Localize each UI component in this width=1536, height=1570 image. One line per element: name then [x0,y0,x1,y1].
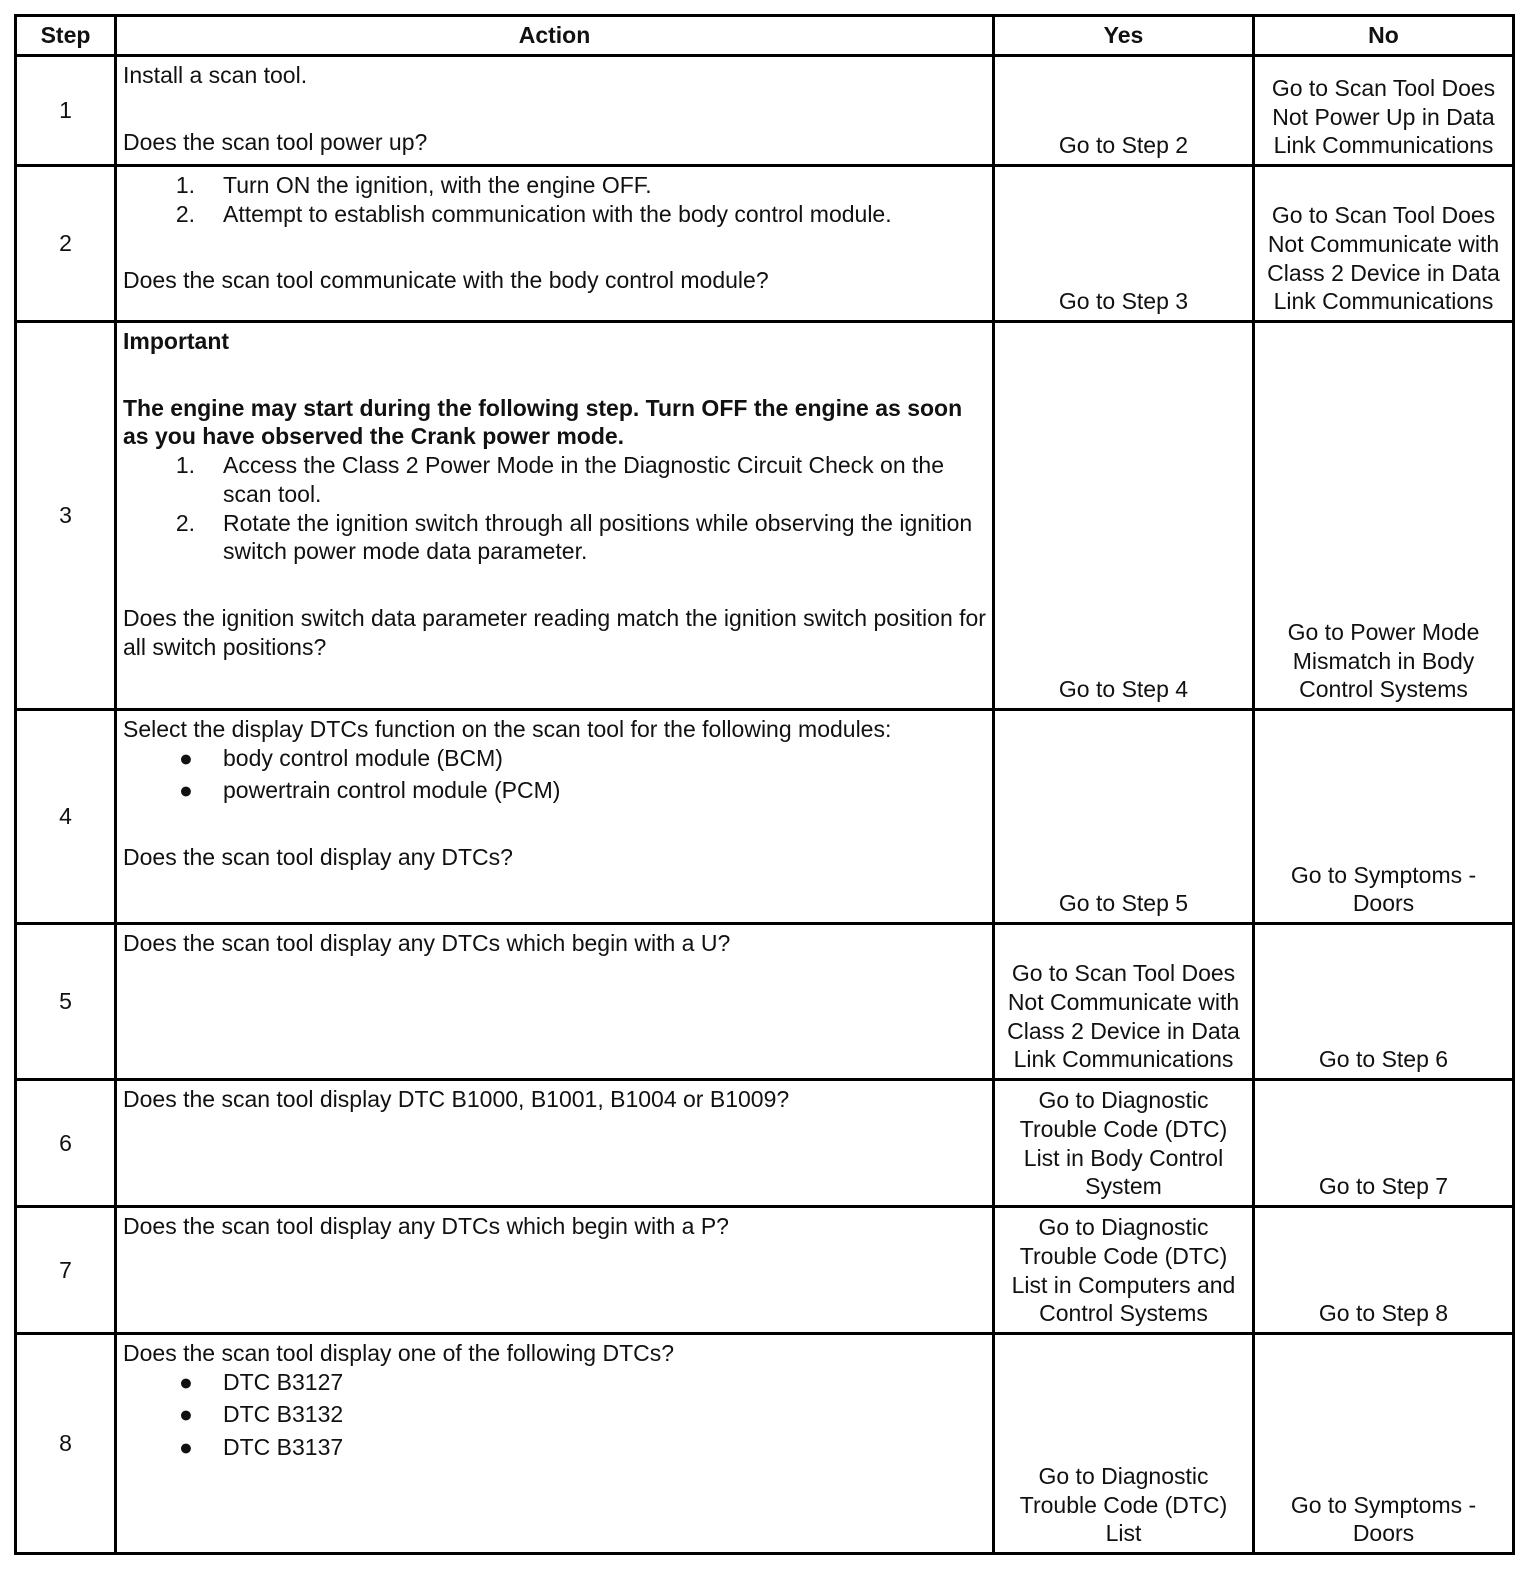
action-question: Does the scan tool power up? [123,128,428,155]
list-number: 2. [175,509,195,536]
table-row [16,56,1514,166]
action-cell [116,322,994,710]
action-cell [116,710,994,924]
step-number: 5 [16,924,116,1080]
yes-cell: Go to Step 2 [994,56,1254,166]
list-text: body control module (BCM) [223,744,503,771]
table-row [16,322,1514,710]
header-step: Step [16,16,116,56]
list-text: powertrain control module (PCM) [223,777,561,804]
bullet-icon: ● [179,744,193,771]
table-row [16,1207,1514,1334]
step-number: 7 [16,1207,116,1334]
action-question: Does the scan tool display any DTCs? [123,844,513,871]
no-cell: Go to Power Mode Mismatch in Body Control Systems [1254,322,1514,710]
no-cell: Go to Step 8 [1254,1207,1514,1334]
list-item [123,1368,986,1397]
table-row [16,710,1514,924]
list-text: DTC B3132 [223,1401,344,1428]
action-intro: Select the display DTCs function on the scan tool for the following modules: [123,716,892,742]
important-label: Important [123,328,230,354]
bullet-icon: ● [179,1368,193,1395]
bullet-icon: ● [179,1401,193,1428]
list-item [123,776,986,805]
yes-cell: Go to Diagnostic Trouble Code (DTC) List in Computers and Control Systems [994,1207,1254,1334]
list-item [123,200,986,229]
action-question: Does the scan tool communicate with the body control module? [123,267,769,294]
action-cell [116,1334,994,1554]
list-text: DTC B3127 [223,1368,344,1395]
no-cell: Go to Step 6 [1254,924,1514,1080]
header-row [16,16,1514,56]
action-cell [116,924,994,1080]
header-action: Action [116,16,994,56]
action-question: Does the scan tool display any DTCs which begin with a U? [123,930,731,956]
action-question: Does the ignition switch data parameter reading match the ignition switch position for all switch positions? [123,604,986,660]
list-number: 2. [175,200,195,227]
important-text: The engine may start during the following step. Turn OFF the engine as soon as you have observed the Crank power mode. [123,394,963,450]
yes-cell: Go to Diagnostic Trouble Code (DTC) List in Body Control System [994,1080,1254,1207]
yes-cell: Go to Step 5 [994,710,1254,924]
list-item [123,451,986,508]
bullet-list [123,744,986,805]
bullet-icon: ● [179,777,193,804]
action-cell [116,166,994,322]
list-number: 1. [175,452,195,479]
header-yes: Yes [994,16,1254,56]
bullet-icon: ● [179,1434,193,1461]
table-row [16,1334,1514,1554]
list-text: Turn ON the ignition, with the engine OFF. [223,172,652,198]
step-number: 3 [16,322,116,710]
list-text: Rotate the ignition switch through all positions while observing the ignition switch power mode data parameter. [223,509,973,565]
step-number: 4 [16,710,116,924]
list-number: 1. [175,172,195,198]
no-cell: Go to Step 7 [1254,1080,1514,1207]
action-cell [116,1207,994,1334]
action-question: Does the scan tool display one of the following DTCs? [123,1340,675,1366]
action-cell [116,56,994,166]
step-number: 6 [16,1080,116,1207]
step-number: 2 [16,166,116,322]
list-item [123,509,986,566]
no-cell: Go to Scan Tool Does Not Communicate with Class 2 Device in Data Link Communications [1254,166,1514,322]
action-question: Does the scan tool display any DTCs which begin with a P? [123,1213,729,1239]
table-row [16,924,1514,1080]
yes-cell: Go to Scan Tool Does Not Communicate with Class 2 Device in Data Link Communications [994,924,1254,1080]
diagnostic-table [14,14,1515,1555]
yes-cell: Go to Diagnostic Trouble Code (DTC) List [994,1334,1254,1554]
table-row [16,166,1514,322]
list-text: Access the Class 2 Power Mode in the Diagnostic Circuit Check on the scan tool. [223,452,944,507]
yes-cell: Go to Step 3 [994,166,1254,322]
numbered-steps [123,451,986,566]
step-number: 8 [16,1334,116,1554]
bullet-list [123,1368,986,1462]
yes-cell: Go to Step 4 [994,322,1254,710]
list-item [123,744,986,773]
numbered-steps [123,171,986,228]
list-text: DTC B3137 [223,1434,344,1461]
table-row [16,1080,1514,1207]
no-cell: Go to Symptoms - Doors [1254,1334,1514,1554]
list-item [123,1400,986,1429]
no-cell: Go to Symptoms - Doors [1254,710,1514,924]
step-number: 1 [16,56,116,166]
list-item [123,1433,986,1462]
action-intro: Install a scan tool. [123,62,308,88]
list-text: Attempt to establish communication with the body control module. [223,200,892,227]
no-cell: Go to Scan Tool Does Not Power Up in Data Link Communications [1254,56,1514,166]
action-question: Does the scan tool display DTC B1000, B1001, B1004 or B1009? [123,1086,790,1112]
action-cell [116,1080,994,1207]
list-item [123,171,986,200]
header-no: No [1254,16,1514,56]
